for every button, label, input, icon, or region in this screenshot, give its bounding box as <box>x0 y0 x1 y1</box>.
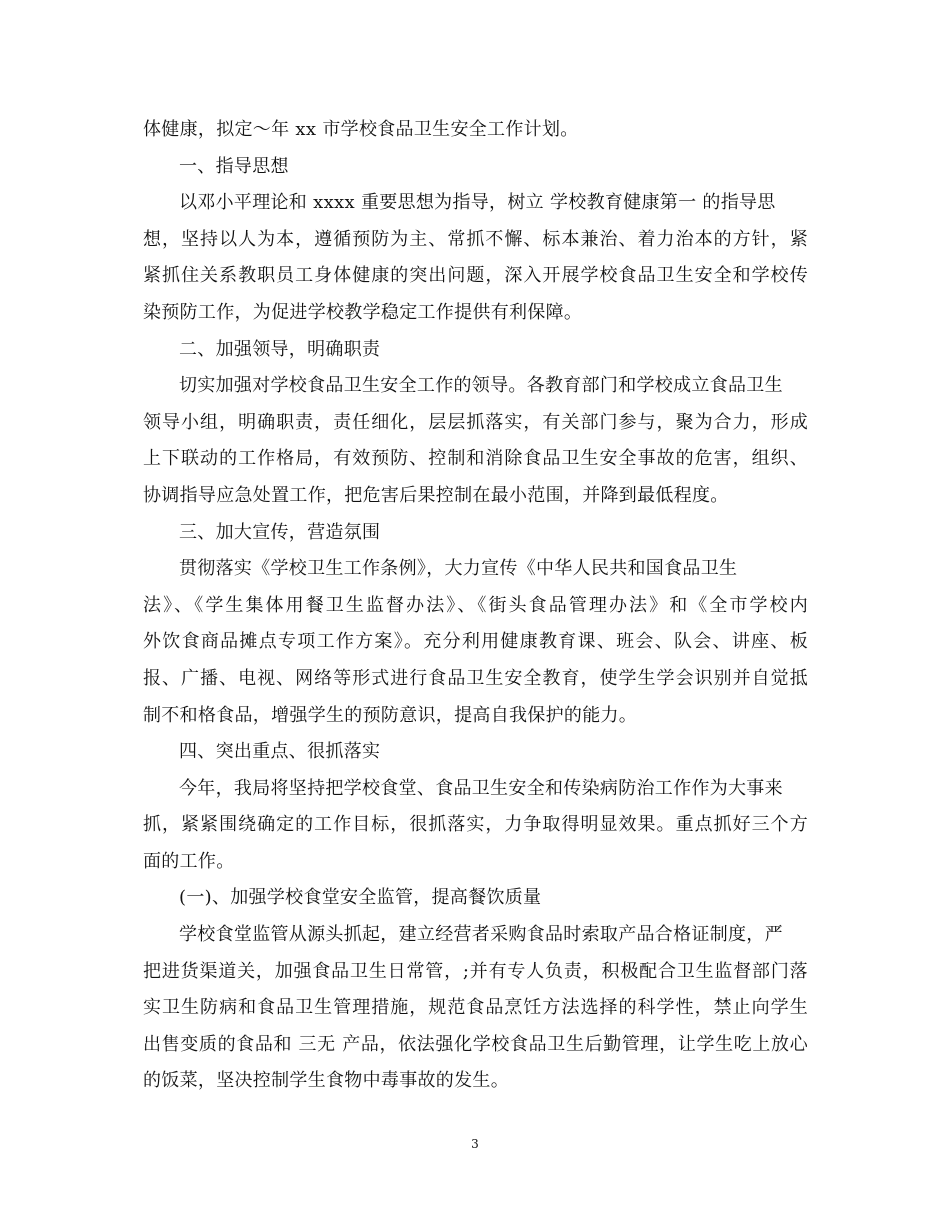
page-number: 3 <box>471 1137 479 1151</box>
text-line: 实卫生防病和食品卫生管理措施，规范食品烹饪方法选择的科学性，禁止向学生 <box>143 997 808 1019</box>
text-line: 外饮食商品摊点专项工作方案》。充分利用健康教育课、班会、队会、讲座、板 <box>143 631 808 653</box>
text-line: 抓，紧紧围绕确定的工作目标，很抓落实，力争取得明显效果。重点抓好三个方 <box>143 814 808 836</box>
text-line: 领导小组，明确职责，责任细化，层层抓落实，有关部门参与，聚为合力，形成 <box>143 411 808 433</box>
section-heading-publicity: 三、加大宣传，营造氛围 <box>179 521 381 543</box>
text-line: 学校食堂监管从源头抓起，建立经营者采购食品时索取产品合格证制度，严 <box>179 924 783 946</box>
text-line: 法》、《学生集体用餐卫生监督办法》、《街头食品管理办法》和《全市学校内 <box>143 594 808 616</box>
text-line: 染预防工作，为促进学校教学稳定工作提供有利保障。 <box>143 301 583 323</box>
text-line: 把进货渠道关，加强食品卫生日常管，;并有专人负责，积极配合卫生监督部门落 <box>143 960 808 982</box>
text-line: 想，坚持以人为本，遵循预防为主、常抓不懈、标本兼治、着力治本的方针，紧 <box>143 228 808 250</box>
section-heading-guiding-thought: 一、指导思想 <box>179 155 289 177</box>
text-line: 体健康，拟定～年 xx 市学校食品卫生安全工作计划。 <box>143 119 579 140</box>
document-body <box>143 112 808 1100</box>
text-line: 出售变质的食品和 三无 产品，依法强化学校食品卫生后勤管理，让学生吃上放心 <box>143 1033 808 1055</box>
text-line: 制不和格食品，增强学生的预防意识，提高自我保护的能力。 <box>143 704 638 726</box>
text-line: 面的工作。 <box>143 850 235 872</box>
text-line: 以邓小平理论和 xxxx 重要思想为指导，树立 学校教育健康第一 的指导思 <box>179 192 776 214</box>
text-line: 贯彻落实《学校卫生工作条例》，大力宣传《中华人民共和国食品卫生 <box>179 558 738 580</box>
text-line: 协调指导应急处置工作，把危害后果控制在最小范围，并降到最低程度。 <box>143 484 729 506</box>
text-line: 报、广播、电视、网络等形式进行食品卫生安全教育，使学生学会识别并自觉抵 <box>143 667 808 689</box>
text-line: 紧抓住关系教职员工身体健康的突出问题，深入开展学校食品卫生安全和学校传 <box>143 265 808 287</box>
text-line: 上下联动的工作格局，有效预防、控制和消除食品卫生安全事故的危害，组织、 <box>143 448 808 470</box>
text-line: 今年，我局将坚持把学校食堂、食品卫生安全和传染病防治工作作为大事来 <box>179 777 783 799</box>
section-heading-key-points: 四、突出重点、很抓落实 <box>179 741 381 763</box>
text-line: 的饭菜，坚决控制学生食物中毒事故的发生。 <box>143 1070 509 1092</box>
section-heading-leadership: 二、加强领导，明确职责 <box>179 338 381 360</box>
subsection-heading-canteen: (一)、加强学校食堂安全监管，提高餐饮质量 <box>179 887 542 909</box>
text-line: 切实加强对学校食品卫生安全工作的领导。各教育部门和学校成立食品卫生 <box>179 375 783 397</box>
